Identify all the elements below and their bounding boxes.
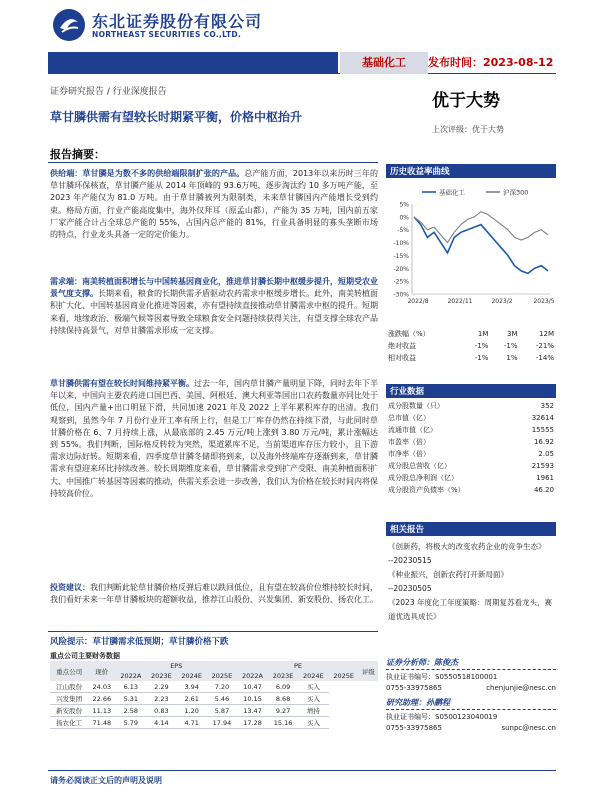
year-cell: 2022A — [120, 672, 142, 680]
table-cell: 15555 — [531, 426, 554, 434]
table-cell: 6.13 — [115, 681, 146, 693]
rating: 优于大势 — [432, 91, 500, 111]
legend-label: 沪深300 — [503, 188, 529, 197]
y-tick-label: -30% — [393, 291, 409, 299]
series-line-hs300 — [414, 212, 548, 243]
table-cell: 流通市值（亿） — [388, 426, 437, 434]
table-row — [386, 412, 556, 424]
paragraph-text: 长期来看，粮食的长期供需矛盾驱动农药需求中枢缓步增长。此外，南美转植面积扩大化、中国转基因商业化推进等因素，亦有望持续直接推动草甘膦需求中枢的提升。短期来看，地缘政治、极端气候等因素导致全球粮食安全问题持续获得关注，有望支撑全球农产品持续保持高景气，对草甘膦需求形成一定支撑。 — [50, 289, 378, 335]
paragraph-lead: 需求端：南美转植面积增长与中国转基因商业化，推进草甘膦长期中枢缓步提升，短期受农业景气度支撑。 — [50, 277, 378, 299]
table-cell: 买入 — [298, 693, 328, 705]
table-cell: 绝对收益 — [388, 342, 416, 350]
table-row — [50, 693, 378, 705]
table-cell: 22.66 — [88, 693, 115, 705]
table-cell: 2.29 — [146, 681, 176, 693]
paragraph-balance — [50, 378, 378, 500]
y-tick-label: 0% — [399, 214, 409, 222]
legend-label: 基础化工 — [439, 188, 465, 197]
related-report-date: --20230505 — [388, 584, 432, 593]
report-title: 草甘膦供需有望较长时期紧平衡，价格中枢抬升 — [50, 110, 303, 124]
paragraph-demand — [50, 276, 378, 337]
y-tick-label: -25% — [393, 278, 409, 286]
y-tick-label: -5% — [397, 227, 409, 235]
table-cell: 增持 — [298, 705, 328, 717]
paragraph-text: 我们判断此轮草甘膦价格反弹后难以跌回低位，且有望在较高价位维持较长时间，我们看好未来一年草甘膦板块的超额收益，推荐江山股份、兴发集团、新安股份、扬农化工。 — [50, 583, 378, 605]
table-cell: 买入 — [298, 681, 328, 693]
table-row — [386, 448, 556, 460]
logo-chinese-name: 东北证券股份有限公司 — [92, 12, 263, 31]
company-logo — [52, 8, 292, 44]
table-cell: -21% — [535, 342, 554, 350]
table-cell: 8.68 — [268, 693, 298, 705]
table-cell: 0.83 — [146, 705, 176, 717]
table-cell: 相对收益 — [388, 354, 416, 362]
table-row — [386, 340, 556, 352]
table-cell: 11.13 — [88, 705, 115, 717]
related-report-date: --20230515 — [388, 556, 432, 565]
analyst-email[interactable]: chenjunjie@nesc.cn — [486, 684, 556, 692]
year-cell: 2025E — [211, 672, 233, 680]
header-cell: EPS — [170, 662, 183, 670]
sector-label: 基础化工 — [340, 52, 428, 74]
risk-divider — [48, 631, 378, 632]
table-cell: 5.79 — [115, 717, 146, 729]
table-cell: 4.14 — [146, 717, 176, 729]
table-cell: 10.47 — [237, 681, 268, 693]
analyst-phone: 0755-33975865 — [386, 684, 442, 692]
table-cell: 9.27 — [268, 705, 298, 717]
table-cell: 12M — [539, 330, 554, 338]
table-cell: 1.20 — [177, 705, 207, 717]
summary-divider — [48, 162, 378, 163]
table-cell: 5.87 — [207, 705, 237, 717]
related-report-item[interactable]: 《种业振兴，创新农药打开新局面》 — [388, 570, 508, 579]
year-cell: 2023E — [151, 672, 172, 680]
fin-table-title: 重点公司主要财务数据 — [50, 652, 120, 660]
table-cell: 17.28 — [237, 717, 268, 729]
table-row — [50, 705, 378, 717]
table-row — [386, 424, 556, 436]
assistant-title: 研究助理：孙鹏程 — [386, 697, 556, 710]
risk-warning: 风险提示：草甘膦需求低预期；草甘膦价格下跌 — [50, 637, 229, 647]
publish-date: 发布时间：2023-08-12 — [428, 56, 554, 69]
table-cell: 6.09 — [268, 681, 298, 693]
table-cell: 352 — [540, 402, 554, 410]
paragraph-lead: 投资建议： — [50, 583, 90, 592]
previous-rating: 上次评级：优于大势 — [432, 125, 504, 134]
table-cell: 2.61 — [177, 693, 207, 705]
trend-chart-title: 历史收益率曲线 — [390, 167, 450, 177]
table-cell: 4.71 — [177, 717, 207, 729]
table-cell: -1% — [474, 354, 489, 362]
assistant-phone: 0755-33975865 — [386, 724, 442, 732]
assistant-email[interactable]: sunpc@nesc.cn — [501, 724, 556, 732]
analyst-title: 证券分析师：陈俊杰 — [386, 657, 556, 670]
table-cell: 成分股总净利润（亿） — [388, 474, 458, 482]
table-cell: 新安股份 — [50, 705, 88, 717]
year-cell: 2023E — [272, 672, 294, 680]
logo-english-name: NORTHEAST SECURITIES CO.,LTD. — [92, 30, 242, 39]
y-tick-label: -10% — [393, 240, 409, 248]
table-cell: -1% — [474, 342, 489, 350]
logo-emblem-icon — [52, 8, 86, 42]
assistant-block — [386, 697, 556, 734]
table-cell: 3M — [507, 330, 518, 338]
trend-chart — [386, 182, 556, 312]
table-cell: 成分股数量（只） — [388, 402, 444, 410]
table-cell: 2.58 — [115, 705, 146, 717]
header-band — [48, 52, 556, 74]
header-cell: 重点公司 — [56, 667, 83, 676]
table-cell: 江山股份 — [50, 681, 88, 693]
paragraph-investment — [50, 582, 378, 606]
table-row — [386, 436, 556, 448]
analyst-block — [386, 657, 556, 694]
table-cell: 16.92 — [533, 438, 554, 446]
table-cell: 2.05 — [538, 450, 554, 458]
header-cell: PE — [293, 662, 302, 670]
year-cell: 2025E — [333, 672, 354, 680]
paragraph-lead: 供给端：草甘膦是为数不多的供给端限制扩张的产品。 — [50, 169, 245, 178]
year-cell: 2024E — [303, 672, 324, 680]
summary-heading: 报告摘要： — [50, 148, 105, 161]
assistant-cert: 执业证书编号：S0500123040019 — [386, 713, 498, 721]
table-cell: 21593 — [531, 462, 554, 470]
table-cell: 扬农化工 — [50, 717, 88, 729]
table-cell: 1M — [477, 330, 489, 338]
related-report-item[interactable]: 《创新药，将极大的改变农药企业的竞争生态》 — [388, 542, 546, 551]
paragraph-supply — [50, 168, 378, 241]
table-row — [386, 328, 556, 340]
x-tick-label: 2022/8 — [407, 298, 429, 305]
table-cell: 24.03 — [88, 681, 115, 693]
related-reports-header — [386, 522, 556, 536]
table-row — [50, 717, 378, 729]
related-report-item[interactable]: 《2023 年度化工年度策略：周期复苏看龙头，赛道优选具成长》 — [388, 598, 552, 621]
table-row — [386, 484, 556, 496]
table-cell: 涨跌幅（%） — [388, 330, 430, 338]
table-cell: 总市值（亿） — [388, 414, 430, 422]
table-cell: 17.94 — [207, 717, 237, 729]
table-cell: 7.20 — [207, 681, 237, 693]
series-line-chemical — [414, 217, 548, 274]
table-cell: 1% — [506, 354, 518, 362]
table-row — [386, 400, 556, 412]
table-cell: 成分股资产负债率（%） — [388, 486, 465, 494]
industry-data-table — [386, 400, 556, 496]
table-row — [386, 460, 556, 472]
table-row — [50, 681, 378, 693]
header-cell: 现价 — [95, 667, 109, 676]
performance-table — [386, 328, 556, 364]
report-category: 证券研究报告 / 行业深度报告 — [50, 87, 167, 97]
analyst-cert: 执业证书编号：S0550518100001 — [386, 673, 498, 681]
table-cell: 5.31 — [115, 693, 146, 705]
table-row — [386, 472, 556, 484]
financial-table — [50, 661, 378, 729]
paragraph-text: 过去一年，国内草甘膦产量明显下降，同时去年下半年以来，中国向主要农药进口国巴西、美国、阿根廷、澳大利亚等国出口农药数量亦同比处于低位，国内产量+出口明显下滑，共同加速 2021 年及 2022 上半年累积库存的出清。我们观察到，虽然今年 7 月份行业开工率有所上行，但是工厂库存仍然在持续下滑，与此同时草甘膦价格在 6、7 月持续上涨，从最底部的 2.45 万元/吨上涨到 3.80 万元/吨，累计涨幅达到 55%。我们判断，国际格反转较为突然，渠道累库不足，当前渠道库存压力较小，且下游需求边际好转。短期来看，四季度草甘膦冬储即将到来，以及海外终端库存逐渐到来，草甘膦需求有望迎来环比持续改善。较长周期维度来看，草甘膦需求受到扩产受限、南美种植面积扩大、中国推广转基因等因素的推动，供需关系会进一步改善，我们认为价格在较长时间内将保持较高价位。 — [50, 379, 378, 498]
header-band-bar — [48, 52, 338, 74]
table-cell: 71.48 — [88, 717, 115, 729]
table-cell: 13.47 — [237, 705, 268, 717]
year-cell: 2022A — [242, 672, 264, 680]
table-cell: 5.46 — [207, 693, 237, 705]
y-tick-label: -20% — [393, 265, 409, 273]
year-cell: 2024E — [181, 672, 202, 680]
table-cell: 10.15 — [237, 693, 268, 705]
table-cell: 3.94 — [177, 681, 207, 693]
x-tick-label: 2023/2 — [491, 298, 513, 305]
x-tick-label: 2022/11 — [447, 298, 473, 305]
header-cell: 评级 — [361, 667, 375, 676]
table-cell: 1961 — [536, 474, 554, 482]
table-cell: 46.20 — [533, 486, 554, 494]
footer-disclaimer[interactable]: 请务必阅读正文后的声明及说明 — [50, 776, 162, 785]
paragraph-lead: 草甘膦供需有望在较长时间维持紧平衡。 — [50, 379, 194, 388]
footer-divider — [48, 770, 556, 771]
x-tick-label: 2023/5 — [533, 298, 555, 305]
table-cell: -1% — [503, 342, 518, 350]
table-cell: 32614 — [531, 414, 554, 422]
y-tick-label: -15% — [393, 252, 409, 260]
table-cell: 买入 — [298, 717, 328, 729]
table-cell: 15.16 — [268, 717, 298, 729]
table-cell: -14% — [535, 354, 554, 362]
trend-chart-svg — [386, 182, 556, 312]
related-reports-title: 相关报告 — [390, 525, 425, 535]
industry-data-header — [386, 384, 556, 398]
table-cell: 市净率（倍） — [388, 450, 430, 458]
y-tick-label: 5% — [399, 201, 409, 209]
table-cell: 成分股总营收（亿） — [388, 462, 451, 470]
trend-chart-header — [386, 164, 556, 178]
industry-data-title: 行业数据 — [390, 387, 425, 397]
table-cell: 市盈率（倍） — [388, 438, 430, 446]
related-reports-list — [388, 540, 556, 624]
paragraph-text: 总产能方面，2013年以来历时三年的草甘膦环保核查，草甘膦产能从 2014 年顶峰的 93.6万吨，逐步淘汰约 10 多万吨产能，至 2023 年产能仅为 81.0 万吨。由于草甘膦被列为限制类，未来草甘膦国内产能增长受到约束。格局方面，行业产能高度集中，海外仅拜耳（原孟山都），产能为 35 万吨，国内前五家厂家产能合计占全球总产能的 55%，占国内总产能的 81%，行业具备明显的寡头垄断市场的特点，行业龙头具备一定的定价能力。 — [50, 169, 378, 240]
table-cell: 2.23 — [146, 693, 176, 705]
table-cell: 兴发集团 — [50, 693, 88, 705]
table-row — [386, 352, 556, 364]
